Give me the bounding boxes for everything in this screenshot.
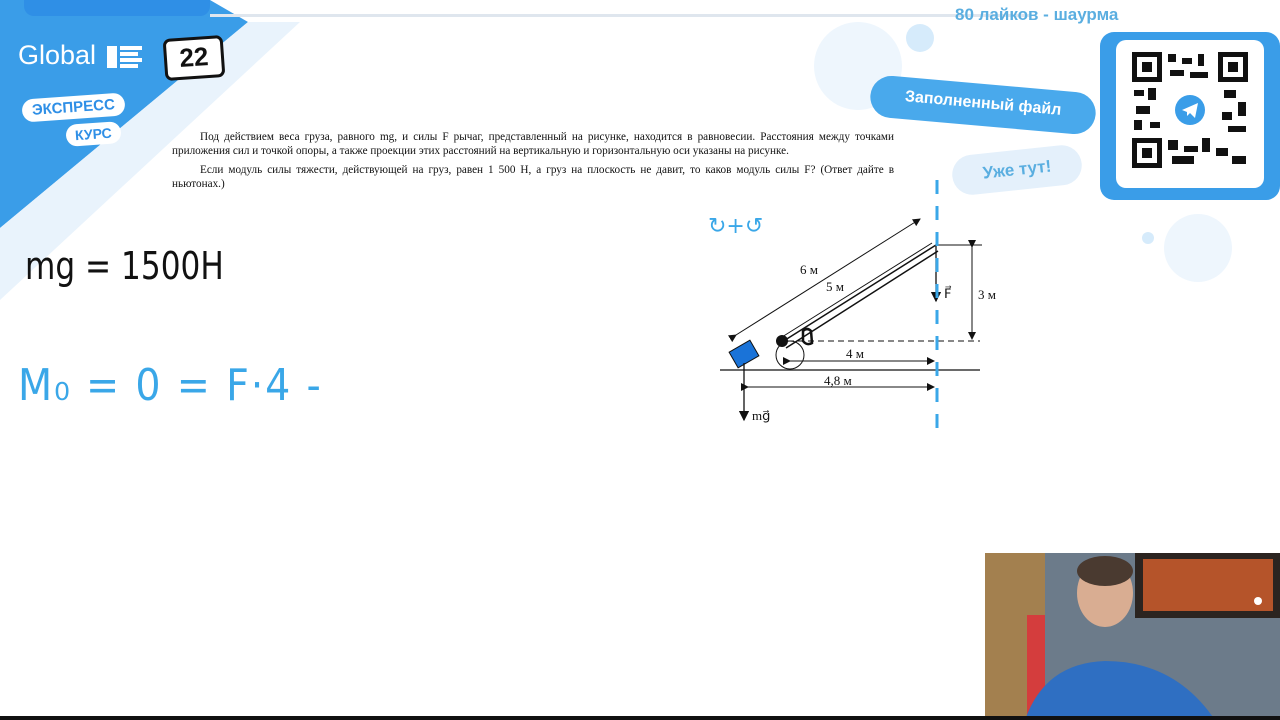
lever-rod-1 [782, 245, 936, 342]
label-3m: 3 м [978, 287, 996, 302]
dimension-5m-line [782, 243, 932, 337]
label-4-8m: 4,8 м [824, 373, 852, 388]
bottom-bar [0, 716, 1280, 720]
webcam-feed [985, 553, 1280, 720]
problem-paragraph-1: Под действием веса груза, равного mg, и силы F рычаг, представленный на рисунке, находится в равновесии. Расстояния между точками приложения сил и точкой опоры, а также проекции этих расстояний на вертикальную и горизонтальную оси указаны на рисунке. [172, 131, 894, 157]
brand-logo: Global [18, 40, 97, 70]
label-F: F⃗ [944, 286, 952, 301]
top-tab [24, 0, 210, 16]
handwritten-moment-equation: M₀ = 0 = F·4 - [18, 360, 323, 411]
filled-file-pill: Заполненный файл [869, 74, 1098, 136]
course-tag-course: КУРС [65, 121, 121, 147]
handwritten-rotation-sign: ↻+↺ [708, 214, 764, 239]
label-4m: 4 м [846, 346, 864, 361]
promo-text: 80 лайков - шаурма [955, 5, 1119, 24]
handwritten-weight: mg = 1500Н [25, 244, 224, 288]
pivot-point [776, 335, 788, 347]
already-here-pill: Уже тут! [950, 143, 1083, 196]
course-tag-express: ЭКСПРЕСС [21, 92, 125, 122]
problem-paragraph-2: Если модуль силы тяжести, действующей на груз, равен 1 500 Н, а груз на плоскость не давит, то каков модуль силы F? (Ответ дайте в ньютонах.) [172, 164, 894, 190]
webcam-scene [985, 553, 1280, 720]
label-mg: mg⃗ [752, 408, 771, 423]
dimension-6m [736, 219, 920, 335]
lever-diagram [700, 175, 1020, 435]
label-6m: 6 м [800, 262, 818, 277]
telegram-icon [1175, 95, 1205, 125]
task-number-badge: 22 [163, 35, 226, 81]
label-5m: 5 м [826, 279, 844, 294]
bars-icon [107, 46, 143, 68]
progress-line [210, 14, 1030, 17]
